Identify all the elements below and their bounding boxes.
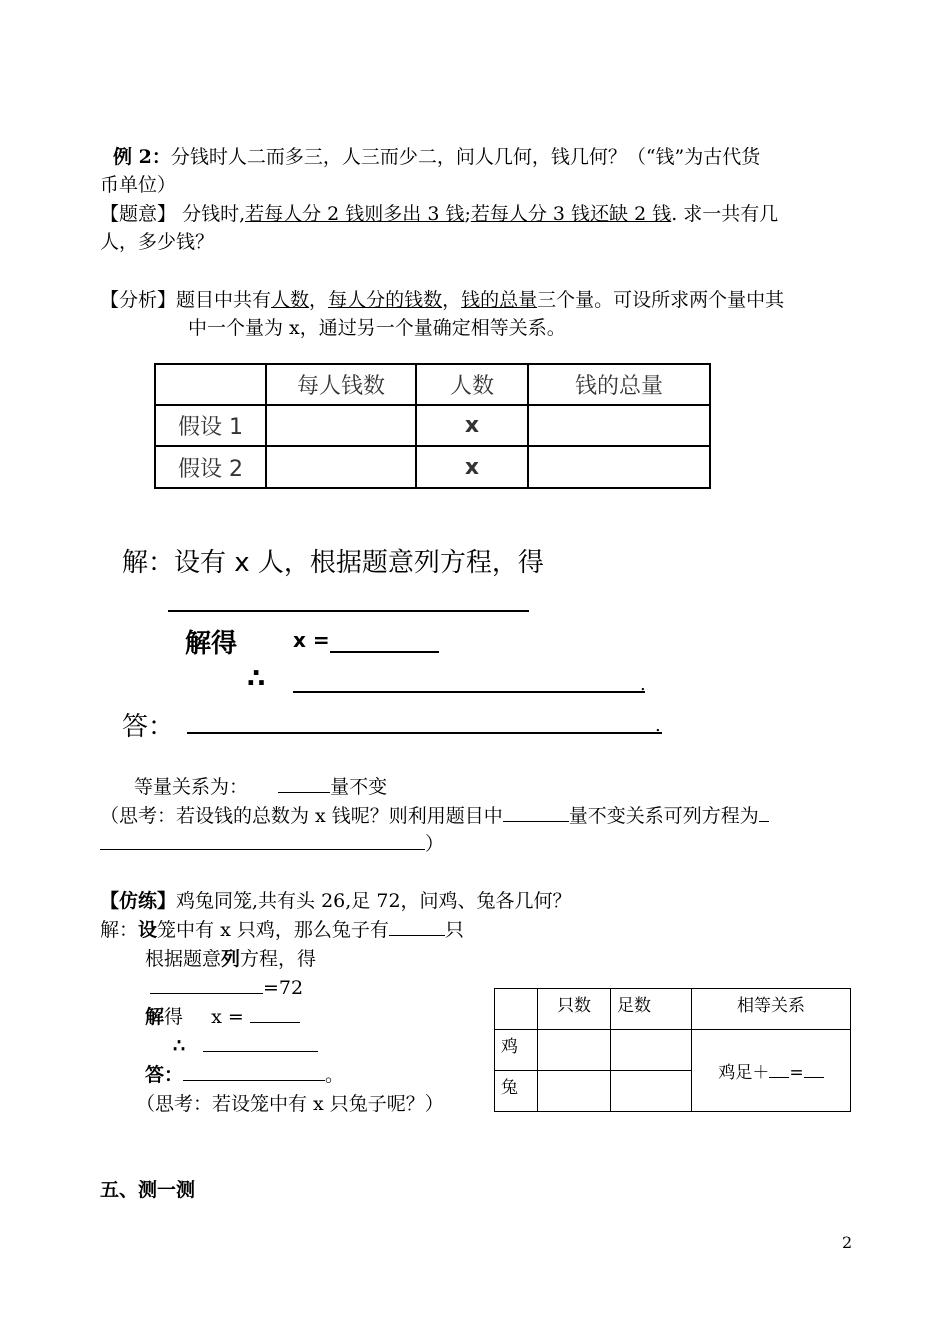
equation-blank — [168, 610, 529, 612]
think-line-2: ） — [100, 831, 444, 857]
analysis-label: 【分析】 — [100, 289, 177, 311]
practice-think: （思考：若设笼中有 x 只兔子呢？） — [136, 1093, 444, 1115]
practice-equation-blank — [150, 975, 263, 994]
practice-equation: 根据题意列方程，得 — [145, 948, 317, 970]
analysis-line-2: 中一个量为 x，通过另一个量确定相等关系。 — [188, 317, 566, 339]
table-row: 兔 — [495, 1071, 851, 1112]
practice-solve: 解得 x = — [145, 1004, 300, 1030]
quantity-blank — [503, 803, 569, 822]
meaning-line-2: 人，多少钱？ — [100, 231, 215, 253]
table-row: 鸡 鸡足＋ = — [495, 1030, 851, 1071]
analysis-line-1: 【分析】题目中共有人数，每人分的钱数，钱的总量三个量。可设所求两个量中其 — [100, 289, 785, 311]
relation-blank — [278, 774, 330, 793]
solution-line: 解：设有 x 人，根据题意列方程，得 — [122, 548, 544, 578]
example-line-2: 币单位） — [100, 174, 177, 196]
example-label: 例 2： — [113, 146, 171, 168]
meaning-line-1: 【题意】 分钱时,若每人分 2 钱则多出 3 钱;若每人分 3 钱还缺 2 钱. 求一共有几 — [100, 203, 779, 225]
example-line-1: 例 2：分钱时人二而多三，人三而少二，问人几何，钱几何？（“钱”为古代货 — [113, 146, 761, 168]
practice-answer: 答： 。 — [145, 1064, 345, 1086]
answer-label: 答： — [122, 712, 175, 742]
answer-blank — [187, 732, 662, 734]
relation-line: 等量关系为： 量不变 — [134, 776, 388, 798]
think-line-1: （思考：若设钱的总数为 x 钱呢？则利用题目中 量不变关系可列方程为 — [100, 803, 769, 829]
x-equals: x = — [293, 628, 330, 652]
therefore-symbol: ∴ — [247, 664, 266, 694]
meaning-label: 【题意】 — [100, 203, 177, 225]
solve-label: 解得 — [185, 629, 238, 659]
therefore-dot: . — [640, 674, 646, 695]
page-number: 2 — [842, 1233, 853, 1252]
section-title: 五、测一测 — [100, 1179, 196, 1201]
table-row: 假设 1 x — [155, 405, 710, 446]
practice-line: 【仿练】鸡兔同笼,共有头 26,足 72，问鸡、兔各几何？ — [100, 890, 572, 912]
practice-answer-blank — [183, 1062, 325, 1081]
practice-x-blank — [250, 1004, 300, 1023]
practice-equation-result: =72 — [150, 975, 303, 1001]
table-row: 假设 2 x — [155, 446, 710, 488]
practice-label: 【仿练】 — [100, 890, 177, 912]
practice-solution: 解：设笼中有 x 只鸡，那么兔子有 只 — [100, 919, 464, 941]
answer-dot: . — [655, 715, 661, 736]
x-blank — [330, 651, 439, 653]
hypothesis-table: 每人钱数 人数 钱的总量 假设 1 x 假设 2 x — [154, 363, 711, 489]
practice-therefore-blank — [203, 1033, 318, 1052]
rabbit-blank — [389, 917, 445, 936]
practice-table: 只数 足数 相等关系 鸡 鸡足＋ = 兔 — [494, 988, 851, 1112]
therefore-blank — [293, 691, 645, 693]
relation-cell: 鸡足＋ = — [692, 1030, 851, 1112]
equation-blank-2 — [100, 831, 425, 850]
practice-therefore: ∴ — [173, 1033, 318, 1059]
